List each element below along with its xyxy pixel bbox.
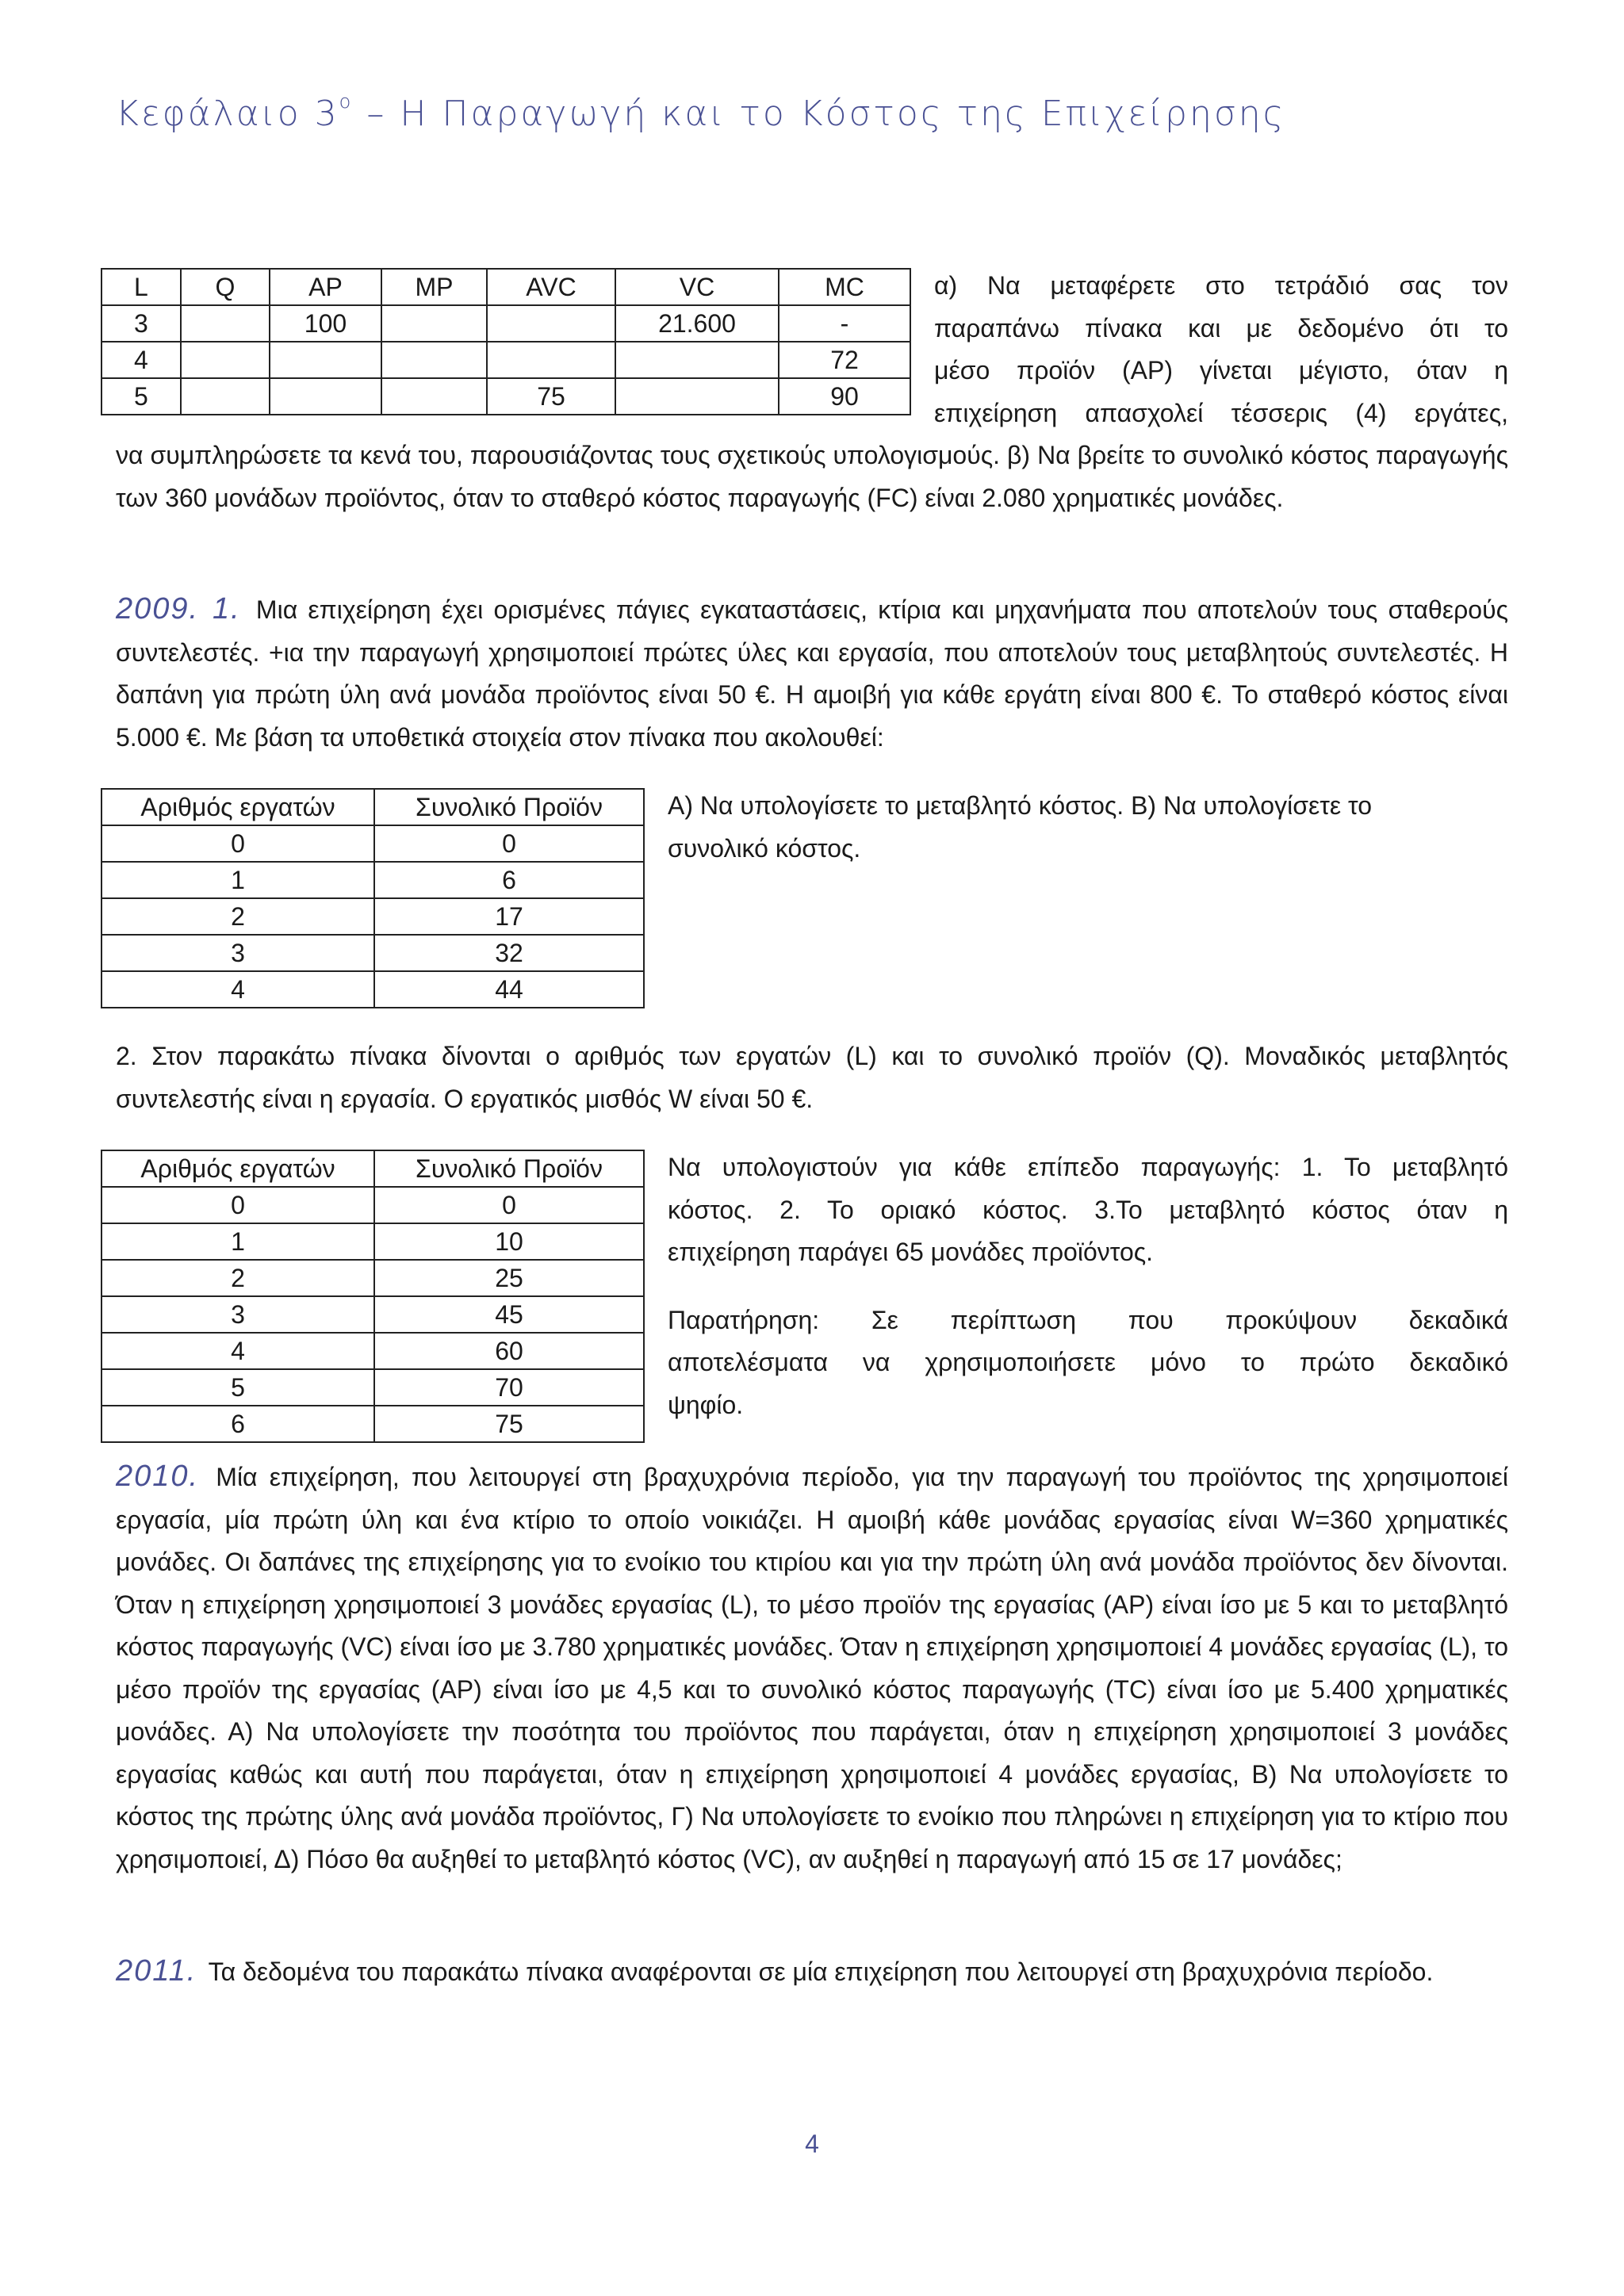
table-header-cell: AP [270, 269, 381, 305]
table-cell: 2 [102, 1260, 374, 1296]
table-cell: - [779, 305, 910, 342]
table-cell: 100 [270, 305, 381, 342]
header-title-pre: Κεφάλαιο 3 [116, 94, 339, 134]
table-cell: 2 [102, 898, 374, 935]
page-number: 4 [805, 2130, 819, 2158]
header-title-sup: ο [339, 90, 354, 113]
table-row [102, 378, 910, 415]
table-cell [487, 342, 615, 378]
table-header-cell: Συνολικό Προϊόν [374, 1150, 644, 1187]
table-cell: 4 [102, 971, 374, 1008]
note-line: Παρατήρηση: Σε περίπτωση που προκύψουν δεκαδικά [668, 1305, 1508, 1334]
table-header-row [102, 789, 644, 825]
table-cell: 6 [102, 1406, 374, 1442]
table-cell: 5 [102, 1369, 374, 1406]
table-row [102, 1187, 644, 1223]
table-header-cell: Q [181, 269, 270, 305]
table-cell: 0 [374, 1187, 644, 1223]
section-2010-text: Μία επιχείρηση, που λειτουργεί στη βραχυχρόνια περίοδο, για την παραγωγή του προϊόντος της χρησιμοποιεί εργασία, μία πρώτη ύλη και ένα κτίριο το οποίο νοικιάζει. Η αμοιβή κάθε μονάδας εργασίας είναι W=360 χρηματικές μονάδες. Οι δαπάνες της επιχείρησης για το ενοίκιο του κτιρίου και για την πρώτη ύλη ανά μονάδα προϊόντος δεν δίνονται. Όταν η επιχείρηση χρησιμοποιεί 3 μονάδες εργασίας (L), το μέσο προϊόν της εργασίας (AP) είναι ίσο με 5 και το μεταβλητό κόστος παραγωγής (VC) είναι ίσο με 3.780 χρηματικές μονάδες. Όταν η επιχείρηση χρησιμοποιεί 4 μονάδες εργασίας (L), το μέσο προϊόν της εργασίας (AP) είναι ίσο με 4,5 και το συνολικό κόστος παραγωγής (TC) είναι ίσο με 5.400 χρηματικές μονάδες. Α) Να υπολογίσετε την ποσότητα του προϊόντος που παράγεται, όταν η επιχείρηση χρησιμοποιεί 3 μονάδες εργασίας καθώς και αυτή που παράγεται, όταν η επιχείρηση χρησιμοποιεί 4 μονάδες εργασίας, Β) Να υπολογίσετε το κόστος της πρώτης ύλης ανά μονάδα προϊόντος, Γ) Να υπολογίσετε το ενοίκιο που πληρώνει η επιχείρηση για το κτίριο που χρησιμοποιεί, Δ) Πόσο θα αυξηθεί το μεταβλητό κόστος (VC), αν αυξηθεί η παραγωγή από 15 σε 17 μονάδες; [116, 1463, 1509, 1873]
table-header-cell: VC [615, 269, 779, 305]
side-line: α) Να μεταφέρετε στο τετράδιό σας τον [934, 271, 1508, 300]
table-cell: 0 [374, 825, 644, 862]
table-row [102, 935, 644, 971]
table-cell [270, 378, 381, 415]
side-line: μέσο προϊόν (AP) γίνεται μέγιστο, όταν η [934, 356, 1508, 385]
table-cell: 45 [374, 1296, 644, 1333]
side-line: επιχείρηση παράγει 65 μονάδες προϊόντος. [668, 1238, 1154, 1266]
workers-table-1-body [102, 789, 644, 1008]
note-line: ψηφίο. [668, 1390, 744, 1419]
workers-table-2-body [102, 1150, 644, 1442]
table-cell [381, 342, 487, 378]
side-line: κόστος. 2. Το οριακό κόστος. 3.Το μεταβλητό κόστος όταν η [668, 1195, 1508, 1224]
table-cell: 3 [102, 935, 374, 971]
table-row [102, 1406, 644, 1442]
year-2009: 2009. 1. [116, 592, 241, 626]
table-cell [270, 342, 381, 378]
table-row [102, 305, 910, 342]
question-2: 2. Στον παρακάτω πίνακα δίνονται ο αριθμός των εργατών (L) και το συνολικό προϊόν (Q). Μοναδικός μεταβλητός συντελεστής είναι η εργασία. Ο εργατικός μισθός W είναι 50 €. [116, 1042, 1508, 1113]
table-cell [615, 342, 779, 378]
table-cell [181, 378, 270, 415]
table-cell: 75 [487, 378, 615, 415]
table-header-cell: L [102, 269, 181, 305]
note-line: αποτελέσματα να χρησιμοποιήσετε μόνο το πρώτο δεκαδικό [668, 1348, 1508, 1376]
table-cell: 17 [374, 898, 644, 935]
cost-table-body [102, 269, 910, 415]
table-cell: 4 [102, 1333, 374, 1369]
table-cell: 25 [374, 1260, 644, 1296]
header-title-post: – Η Παραγωγή και το Κόστος της Επιχείρησης [353, 94, 1286, 134]
side-line: συνολικό κόστος. [668, 833, 861, 863]
table-row [102, 342, 910, 378]
table-row [102, 898, 644, 935]
question-a-rest: να συμπληρώσετε τα κενά του, παρουσιάζοντας τους σχετικούς υπολογισμούς. β) Να βρείτε το συνολικό κόστος παραγωγής των 360 μονάδων προϊόντος, όταν το σταθερό κόστος παραγωγής (FC) είναι 2.080 χρηματικές μονάδες. [116, 441, 1508, 512]
table-cell: 90 [779, 378, 910, 415]
table-cell: 70 [374, 1369, 644, 1406]
table-cell: 44 [374, 971, 644, 1008]
table-cell: 21.600 [615, 305, 779, 342]
table-header-cell: Αριθμός εργατών [102, 1150, 374, 1187]
table-cell: 10 [374, 1223, 644, 1260]
table-cell: 60 [374, 1333, 644, 1369]
table-header-cell: Συνολικό Προϊόν [374, 789, 644, 825]
year-2011: 2011. [116, 1954, 197, 1988]
table-cell [181, 305, 270, 342]
table-row [102, 1333, 644, 1369]
side-line: επιχείρηση απασχολεί τέσσερις (4) εργάτες, [934, 398, 1508, 427]
table-cell: 32 [374, 935, 644, 971]
cost-table [101, 268, 911, 415]
table-cell [181, 342, 270, 378]
table-cell: 75 [374, 1406, 644, 1442]
table-cell: 1 [102, 862, 374, 898]
table-row [102, 862, 644, 898]
table-header-cell: AVC [487, 269, 615, 305]
section-2009-text: Μια επιχείρηση έχει ορισμένες πάγιες εγκαταστάσεις, κτίρια και μηχανήματα που αποτελούν τους σταθερούς συντελεστές. +ια την παραγωγή χρησιμοποιεί πρώτες ύλες και εργασία, που αποτελούν τους μεταβλητούς συντελεστές. Η δαπάνη για πρώτη ύλη ανά μονάδα προϊόντος είναι 50 €. Η αμοιβή για κάθε εργάτη είναι 800 €. Το σταθερό κόστος είναι 5.000 €. Με βάση τα υποθετικά στοιχεία στον πίνακα που ακολουθεί: [116, 595, 1509, 752]
side-line: Να υπολογιστούν για κάθε επίπεδο παραγωγής: 1. Το μεταβλητό [668, 1153, 1508, 1181]
question-a-side [934, 265, 1508, 434]
section-2010 [116, 1456, 1508, 1881]
table-row [102, 1296, 644, 1333]
section-2009 [116, 588, 1508, 759]
table-row [102, 1223, 644, 1260]
table-cell: 3 [102, 1296, 374, 1333]
table-cell [381, 305, 487, 342]
year-2010: 2010. [116, 1460, 200, 1493]
table-header-cell: MC [779, 269, 910, 305]
table-header-row [102, 269, 910, 305]
table-header-cell: Αριθμός εργατών [102, 789, 374, 825]
side-line: παραπάνω πίνακα και με δεδομένο ότι το [934, 313, 1508, 342]
table-row [102, 1260, 644, 1296]
question-2009-1-side [668, 785, 1508, 870]
workers-table-1 [101, 788, 645, 1008]
table-row [102, 1369, 644, 1406]
table-cell: 4 [102, 342, 181, 378]
table-row [102, 971, 644, 1008]
table-cell [487, 305, 615, 342]
table-row [102, 825, 644, 862]
table-cell [381, 378, 487, 415]
page-header [116, 90, 1286, 134]
section-2011-text: Τα δεδομένα του παρακάτω πίνακα αναφέρονται σε μία επιχείρηση που λειτουργεί στη βραχυχρόνια περίοδο. [208, 1957, 1434, 1986]
table-cell: 3 [102, 305, 181, 342]
table-cell: 0 [102, 825, 374, 862]
table-cell: 5 [102, 378, 181, 415]
question-2-side [668, 1146, 1508, 1426]
table-cell: 6 [374, 862, 644, 898]
side-line: Α) Να υπολογίσετε το μεταβλητό κόστος. Β) Να υπολογίσετε το [668, 791, 1372, 820]
table-header-cell: MP [381, 269, 487, 305]
table-header-row [102, 1150, 644, 1187]
table-cell: 0 [102, 1187, 374, 1223]
table-cell: 72 [779, 342, 910, 378]
table-cell [615, 378, 779, 415]
section-2011 [116, 1950, 1508, 1994]
table-cell: 1 [102, 1223, 374, 1260]
workers-table-2 [101, 1150, 645, 1443]
